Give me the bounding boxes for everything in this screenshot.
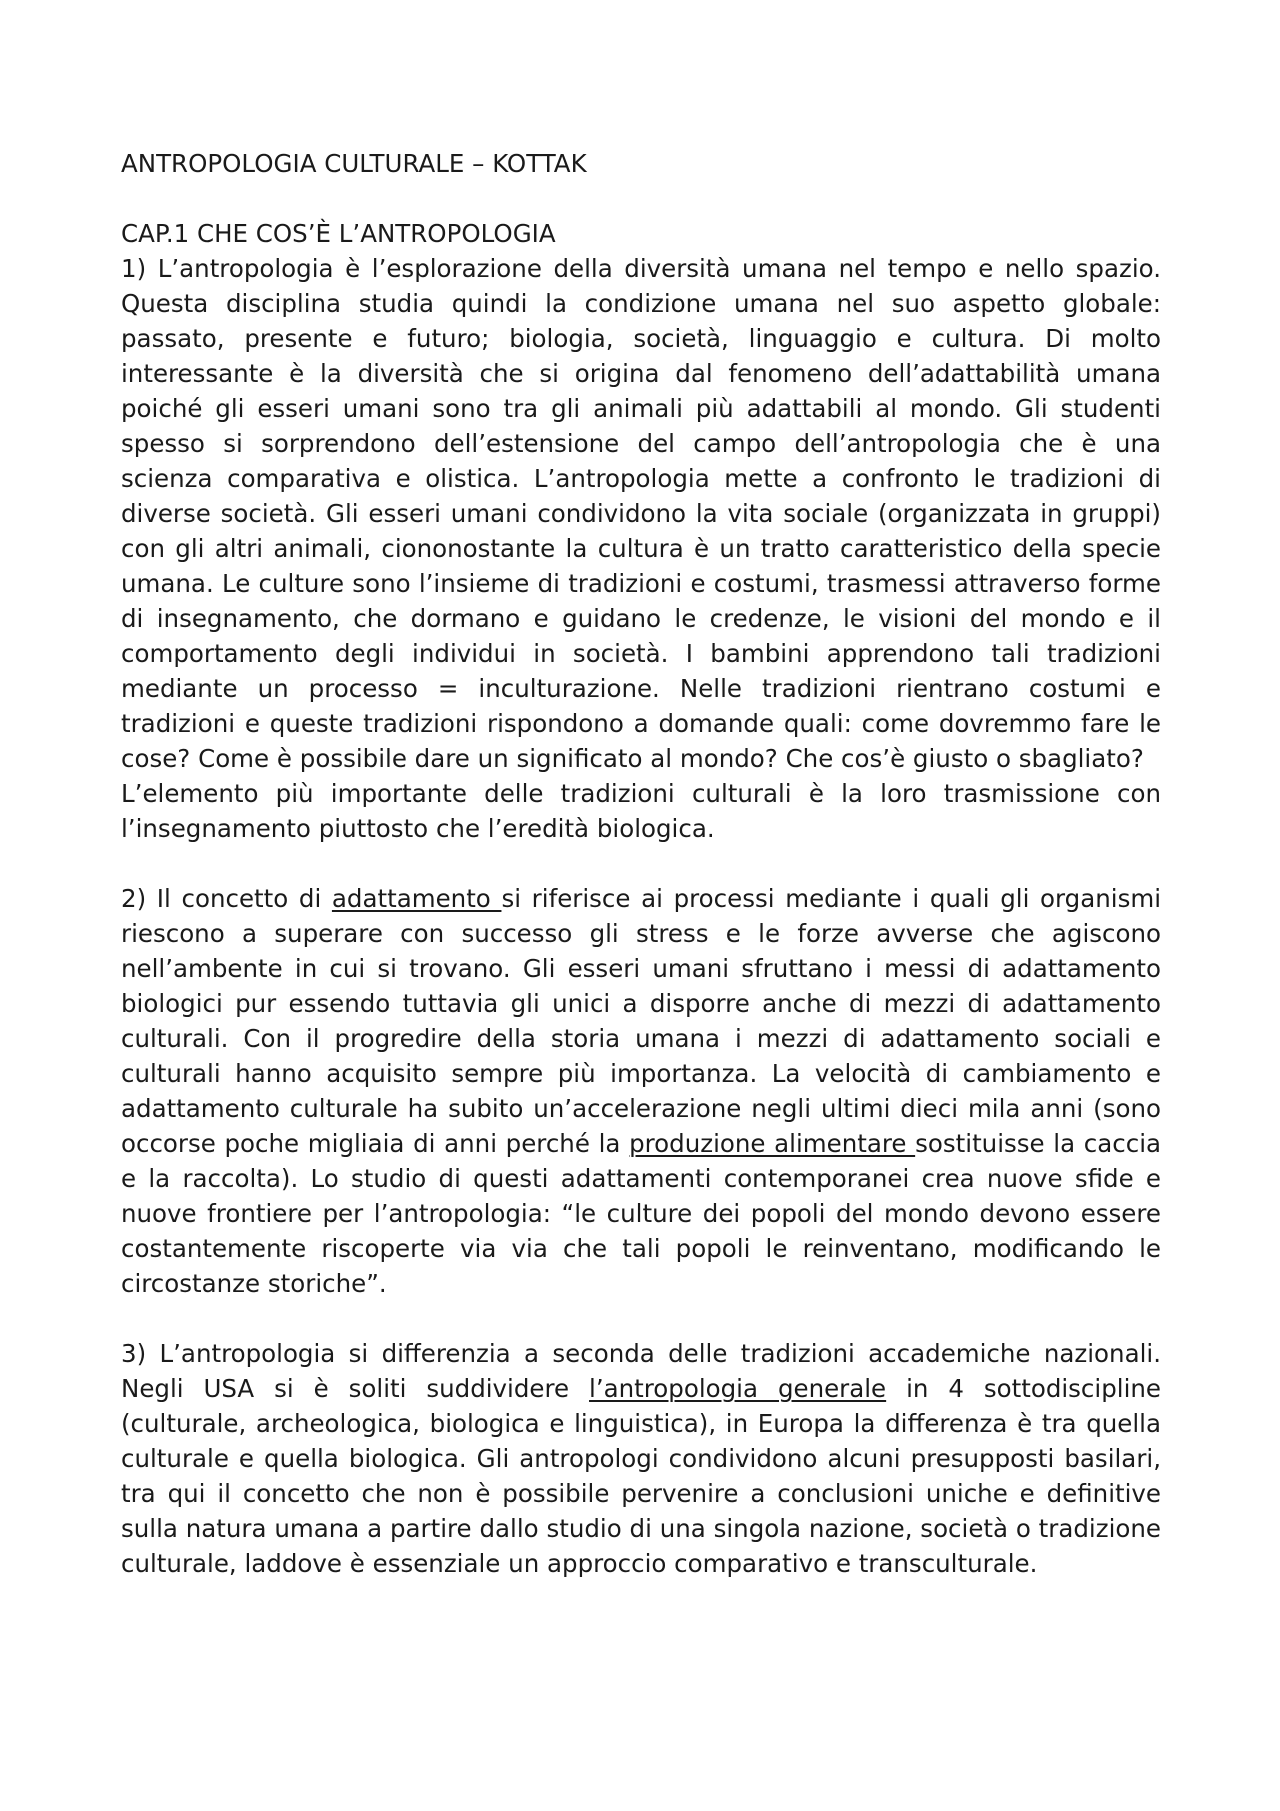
underlined-term-antropologia-generale: l’antropologia generale xyxy=(589,1374,887,1403)
paragraph-1-continued xyxy=(121,776,1161,846)
paragraph-2-text-3: sostituisse la caccia e la raccolta). Lo studio di questi adattamenti contemporanei crea nuove sfide e nuove frontiere per l’antropologia: “le culture dei popoli del mondo devono essere costantemente riscoperte via via che tali popoli le reinventano, modificando le circostanze storiche”. xyxy=(121,1129,1162,1298)
paragraph-2 xyxy=(121,881,1161,1301)
paragraph-3-text-1: 3) L’antropologia si differenzia a seconda delle tradizioni accademiche nazionali. Negli USA si è soliti suddividere xyxy=(121,1339,1161,1403)
paragraph-2-text-2: si riferisce ai processi mediante i quali gli organismi riescono a superare con successo gli stress e le forze avverse che agiscono nell’ambente in cui si trovano. Gli esseri umani sfruttano i messi di adattamento biologici pur essendo tuttavia gli unici a disporre anche di mezzi di adattamento culturali. Con il progredire della storia umana i mezzi di adattamento sociali e culturali hanno acquisito sempre più importanza. La velocità di cambiamento e adattamento culturale ha subito un’accelerazione negli ultimi dieci mila anni (sono occorse poche migliaia di anni perché la xyxy=(121,884,1162,1158)
paragraph-1-continued-text: L’elemento più importante delle tradizioni culturali è la loro trasmissione con l’insegnamento piuttosto che l’eredità biologica. xyxy=(121,779,1161,843)
paragraph-3-text-2: in 4 sottodiscipline (culturale, archeologica, biologica e linguistica), in Europa la differenza è tra quella culturale e quella biologica. Gli antropologi condividono alcuni presupposti basilari, tra qui il concetto che non è possibile pervenire a conclusioni uniche e definitive sulla natura umana a partire dallo studio di una singola nazione, società o tradizione culturale, laddove è essenziale un approccio comparativo e transculturale. xyxy=(121,1374,1161,1578)
paragraph-2-text-1: 2) Il concetto di xyxy=(121,884,332,913)
paragraph-1-text: 1) L’antropologia è l’esplorazione della diversità umana nel tempo e nello spazio. Questa disciplina studia quindi la condizione umana nel suo aspetto globale: passato, presente e futuro; biologia, società, linguaggio e cultura. Di molto interessante è la diversità che si origina dal fenomeno dell’adattabilità umana poiché gli esseri umani sono tra gli animali più adattabili al mondo. Gli studenti spesso si sorprendono dell’estensione del campo dell’antropologia che è una scienza comparativa e olistica. L’antropologia mette a confronto le tradizioni di diverse società. Gli esseri umani condividono la vita sociale (organizzata in gruppi) con gli altri animali, ciononostante la cultura è un tratto caratteristico della specie umana. Le culture sono l’insieme di tradizioni e costumi, trasmessi attraverso forme di insegnamento, che dormano e guidano le credenze, le visioni del mondo e il comportamento degli individui in società. I bambini apprendono tali tradizioni mediante un processo = inculturazione. Nelle tradizioni rientrano costumi e tradizioni e queste tradizioni rispondono a domande quali: come dovremmo fare le cose? Come è possibile dare un significato al mondo? Che cos’è giusto o sbagliato? xyxy=(121,254,1161,773)
paragraph-3 xyxy=(121,1336,1161,1581)
underlined-term-produzione-alimentare: produzione alimentare xyxy=(629,1129,916,1158)
underlined-term-adattamento: adattamento xyxy=(331,884,502,913)
document-title: ANTROPOLOGIA CULTURALE – KOTTAK xyxy=(121,149,587,178)
document-body xyxy=(121,146,1161,1581)
chapter-title: CAP.1 CHE COS’È L’ANTROPOLOGIA xyxy=(121,219,556,248)
paragraph-1 xyxy=(121,251,1161,776)
